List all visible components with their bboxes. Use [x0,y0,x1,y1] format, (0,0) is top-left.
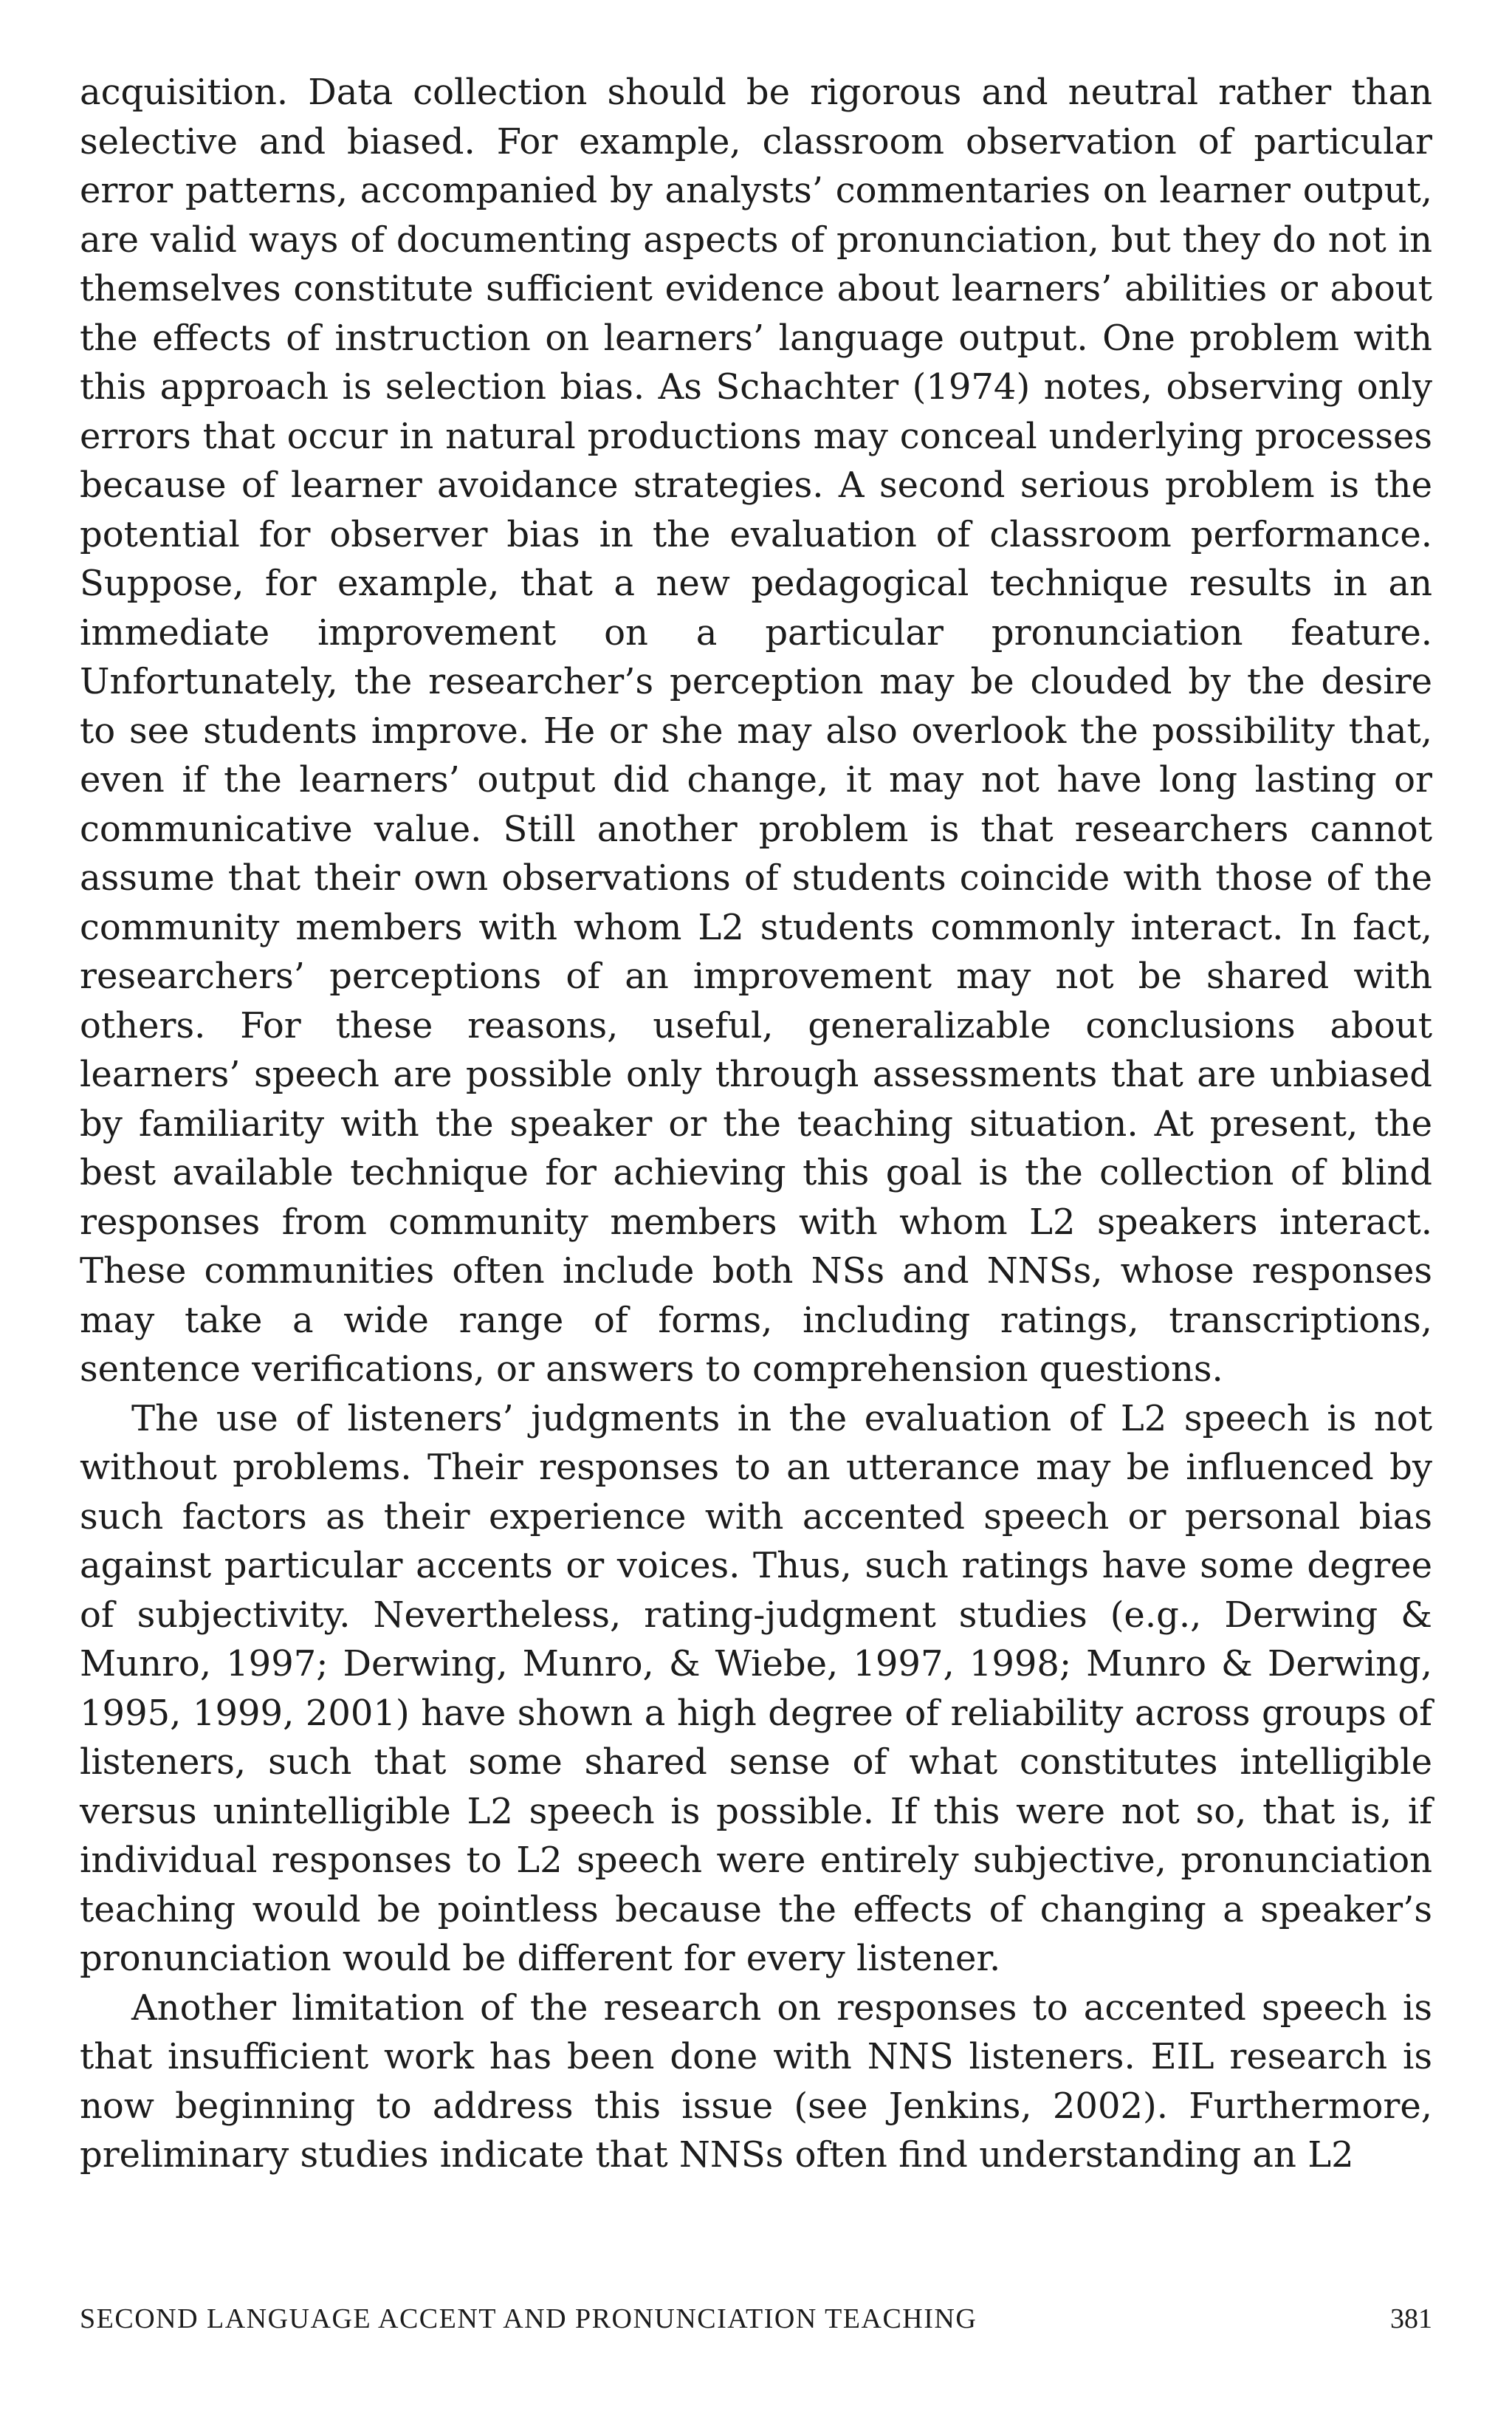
page-footer [80,2303,1432,2347]
body-paragraph-3: Another limitation of the research on responses to accented speech is that insufficient work has been done with NNS listeners. EIL research is now beginning to address this issue (see Jenkins, 2002). Furthermore, preliminary studies indicate that NNSs often find understanding an L2 [80,1987,1432,2176]
body-paragraph-1: acquisition. Data collection should be rigorous and neutral rather than selective and biased. For example, classroom observation of particular error patterns, accompanied by analysts’ commentaries on learner output, are valid ways of documenting aspects of pronunciation, but they do not in themselves constitute sufficient evidence about learners’ abilities or about the effects of instruction on learners’ language output. One problem with this approach is selection bias. As Schachter (1974) notes, observing only errors that occur in natural productions may conceal underlying processes because of learner avoidance strategies. A second serious problem is the potential for observer bias in the evaluation of classroom performance. Suppose, for example, that a new pedagogical technique results in an immediate improvement on a particular pronunciation feature. Unfortunately, the researcher’s perception may be clouded by the desire to see students improve. He or she may also overlook the possibility that, even if the learners’ output did change, it may not have long lasting or communicative value. Still another problem is that researchers cannot assume that their own observations of students coincide with those of the community members with whom L2 students commonly interact. In fact, researchers’ perceptions of an improvement may not be shared with others. For these reasons, useful, generalizable conclusions about learners’ speech are possible only through assessments that are unbiased by familiarity with the speaker or the teaching situation. At present, the best available technique for achieving this goal is the collection of blind responses from community members with whom L2 speakers interact. These communities often include both NSs and NNSs, whose responses may take a wide range of forms, including ratings, transcriptions, sentence verifications, or answers to comprehension questions. [80,72,1432,1390]
page-number: 381 [1390,2303,1432,2334]
running-head: SECOND LANGUAGE ACCENT AND PRONUNCIATION TEACHING [80,2303,977,2334]
page-body [80,68,1432,2180]
body-paragraph-2: The use of listeners’ judgments in the evaluation of L2 speech is not without problems. Their responses to an utterance may be influenced by such factors as their experience with accented speech or personal bias against particular accents or voices. Thus, such ratings have some degree of subjectivity. Nevertheless, rating-judgment studies (e.g., Derwing & Munro, 1997; Derwing, Munro, & Wiebe, 1997, 1998; Munro & Derwing, 1995, 1999, 2001) have shown a high degree of reliability across groups of listeners, such that some shared sense of what constitutes intelligible versus unintelligible L2 speech is possible. If this were not so, that is, if individual responses to L2 speech were entirely subjective, pronunciation teaching would be pointless because the effects of changing a speaker’s pronunciation would be different for every listener. [80,1397,1432,1979]
